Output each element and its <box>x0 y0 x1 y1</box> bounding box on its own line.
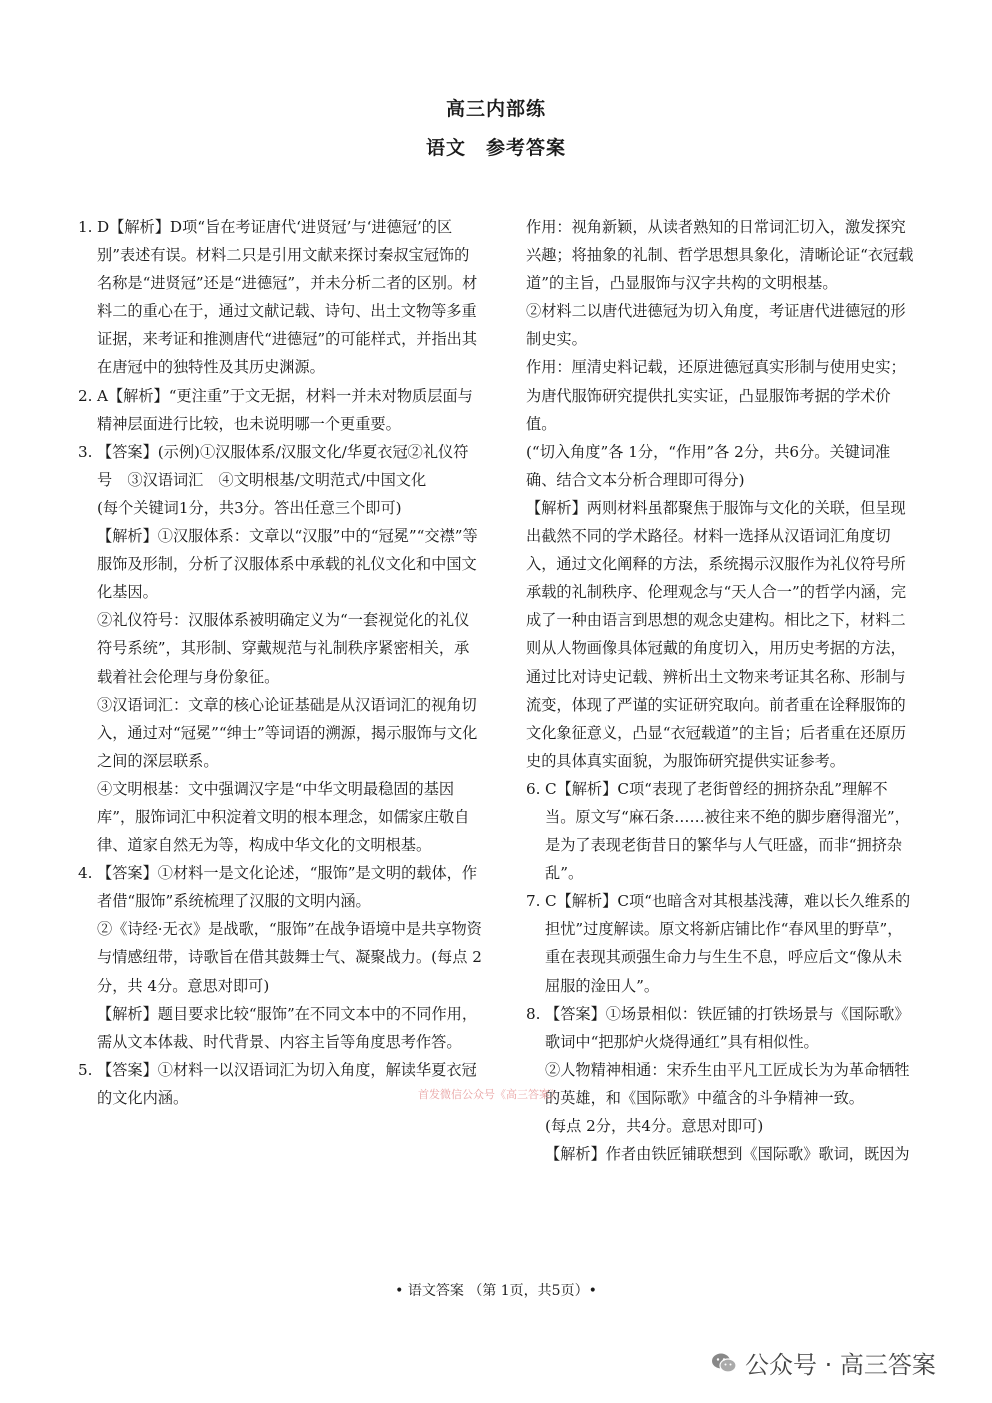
item-number: 6. <box>526 779 541 798</box>
left-column <box>78 213 482 1112</box>
answer-text: 【答案】①材料一以汉语词汇为切入角度，解读华夏衣冠的文化内涵。 <box>97 1060 477 1107</box>
item-number: 2. <box>78 386 93 405</box>
analysis-text: ②礼仪符号：汉服体系被明确定义为“一套视觉化的礼仪符号系统”，其形制、穿戴规范与礼制秩序紧密相关，承载着社会伦理与身份象征。 <box>97 611 470 686</box>
item-number: 4. <box>78 864 93 883</box>
answer-text: ②《诗经·无衣》是战歌，“服饰”在战争语境中是共享物资与情感纽带，诗歌旨在借其鼓舞士气、凝聚战力。(每点 2分，共 4分。意思对即可) <box>97 920 482 995</box>
analysis-text: ③汉语词汇：文章的核心论证基础是从汉语词汇的视角切入，通过对“冠冕”“绅士”等词语的溯源，揭示服饰与文化之间的深层联系。 <box>97 695 478 770</box>
analysis-text: 【解析】题目要求比较“服饰”在不同文本中的不同作用，需从文本体裁、时代背景、内容主旨等角度思考作答。 <box>97 1004 478 1051</box>
brand-text: 公众号 · 高三答案 <box>745 1351 936 1379</box>
wechat-icon <box>711 1352 737 1374</box>
answer-text: D【解析】D项“旨在考证唐代‘进贤冠’与‘进德冠’的区别”表述有误。材料二只是引用文献来探讨秦叔宝冠饰的名称是“进贤冠”还是“进德冠”，并未分析二者的区别。材料二的重心在于，通过文献记载、诗句、出土文物等多重证据，来考证和推测唐代“进德冠”的可能样式，并指出其在唐冠中的独特性及其历史渊源。 <box>97 218 478 377</box>
scoring-note: (每个关键词1分，共3分。答出任意三个即可) <box>97 498 402 517</box>
answer-item-8 <box>526 1000 916 1169</box>
scoring-note: (“切入角度”各 1分，“作用”各 2分，共6分。关键词准确、结合文本分析合理即可得分) <box>526 442 891 489</box>
analysis-text: ④文明根基：文中强调汉字是“中华文明最稳固的基因库”，服饰词汇中积淀着文明的根本理念，如儒家庄敬自律、道家自然无为等，构成中华文化的文明根基。 <box>97 779 470 855</box>
answer-continuation: 作用：视角新颖，从读者熟知的日常词汇切入，激发探究兴趣；将抽象的礼制、哲学思想具象化，清晰论证“衣冠载道”的主旨，凸显服饰与汉字共构的文明根基。 <box>526 218 914 293</box>
answer-item-2 <box>78 382 482 438</box>
analysis-text: 【解析】①汉服体系：文章以“汉服”中的“冠冕”“交襟”等服饰及形制，分析了汉服体系中承载的礼仪文化和中国文化基因。 <box>97 527 478 602</box>
item-number: 3. <box>78 442 93 461</box>
answer-continuation: 作用：厘清史料记载，还原进德冠真实形制与使用史实；为唐代服饰研究提供扎实实证，凸显服饰考据的学术价值。 <box>526 358 906 433</box>
answer-text: A【解析】“更注重”于文无据，材料一并未对物质层面与精神层面进行比较，也未说明哪一个更重要。 <box>97 386 473 433</box>
answer-item-1 <box>78 213 482 382</box>
page-footer: • 语文答案 （第 1页，共5页）• <box>395 1283 597 1299</box>
item-number: 5. <box>78 1060 93 1079</box>
page-subtitle: 语文 参考答案 <box>425 137 566 159</box>
analysis-text: 【解析】两则材料虽都聚焦于服饰与文化的关联，但呈现出截然不同的学术路径。材料一选择从汉语词汇角度切入，通过文化阐释的方法，系统揭示汉服作为礼仪符号所承载的礼制秩序、伦理观念与“天人合一”的哲学内涵，完成了一种由语言到思想的观念史建构。相比之下，材料二则从人物画像具体冠戴的角度切入，用历史考据的方法，通过比对诗史记载、辨析出土文物来考证其名称、形制与流变，体现了严谨的实证研究取向。前者重在诠释服饰的文化象征意义，凸显“衣冠载道”的主旨；后者重在还原历史的具体真实面貌，为服饰研究提供实证参考。 <box>526 498 907 770</box>
answer-item-5 <box>78 1056 482 1112</box>
answer-text: C【解析】C项“表现了老街曾经的拥挤杂乱”理解不当。原文写“麻石条……被往来不绝的脚步磨得溜光”，是为了表现老街昔日的繁华与人气旺盛，而非“拥挤杂乱”。 <box>545 779 910 883</box>
brand-mark <box>711 1345 936 1380</box>
answer-item-7 <box>526 887 916 999</box>
right-column <box>526 213 916 1168</box>
answer-item-4 <box>78 859 482 1056</box>
answer-text: C【解析】C项“也暗含对其根基浅薄，难以长久维系的担忧”过度解读。原文将新店铺比作“春风里的野草”，重在表现其顽强生命力与生生不息，呼应后文“像从未屈服的淦田人”。 <box>545 892 911 995</box>
answer-continuation: ②材料二以唐代进德冠为切入角度，考证唐代进德冠的形制史实。 <box>526 302 906 349</box>
scoring-note: (每点 2分，共4分。意思对即可) <box>545 1117 764 1135</box>
answer-text: 【答案】(示例)①汉服体系/汉服文化/华夏衣冠②礼仪符号 ③汉语词汇 ④文明根基/文明范式/中国文化 <box>97 442 469 489</box>
answer-text: ②人物精神相通：宋乔生由平凡工匠成长为为革命牺牲的英雄，和《国际歌》中蕴含的斗争精神一致。 <box>545 1060 910 1107</box>
answer-text: 【答案】①场景相似：铁匠铺的打铁场景与《国际歌》歌词中“把那炉火烧得通红”具有相似性。 <box>545 1004 910 1051</box>
page-title: 高三内部练 <box>445 98 546 120</box>
watermark: 首发微信公众号《高三答案》 <box>418 1088 561 1101</box>
answer-item-6 <box>526 775 916 887</box>
analysis-text: 【解析】作者由铁匠铺联想到《国际歌》歌词，既因为 <box>545 1145 910 1164</box>
answer-text: 【答案】①材料一是文化论述，“服饰”是文明的载体，作者借“服饰”系统梳理了汉服的文明内涵。 <box>97 864 478 911</box>
item-number: 8. <box>526 1004 541 1023</box>
answer-item-3 <box>78 438 482 859</box>
item-number: 1. <box>78 218 93 236</box>
item-number: 7. <box>526 892 541 911</box>
